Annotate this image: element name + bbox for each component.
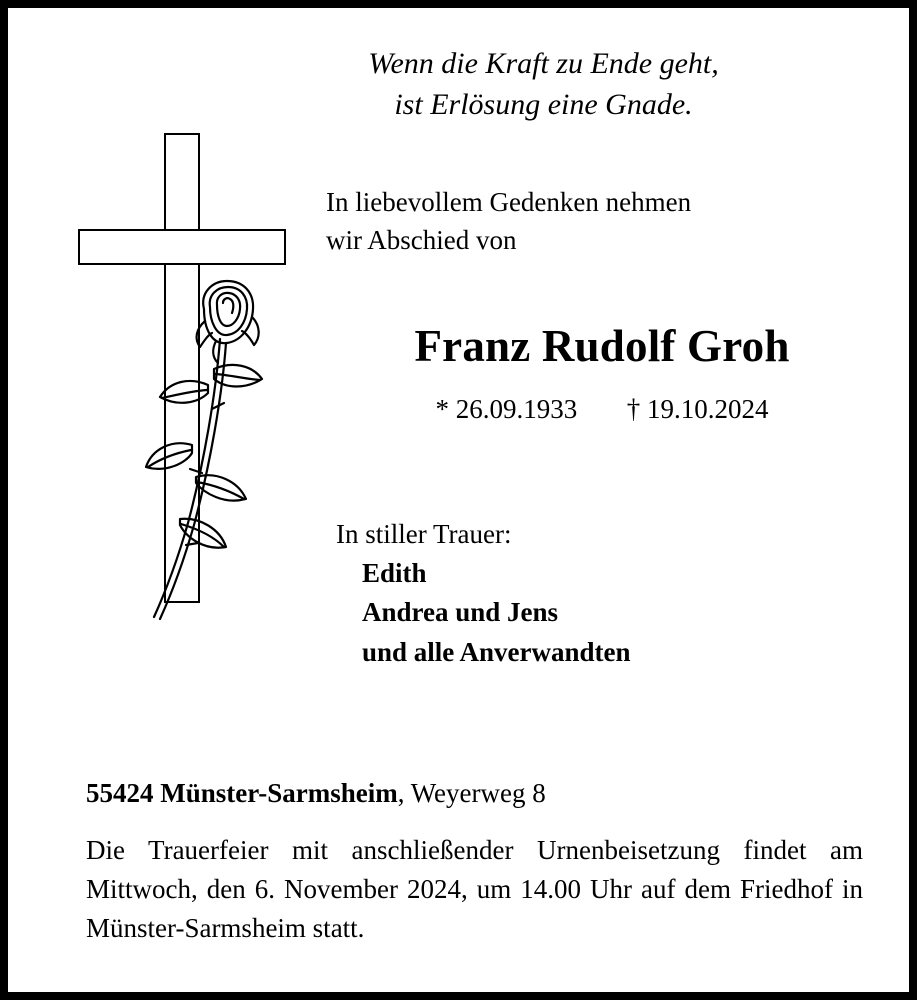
death-date: 19.10.2024 bbox=[647, 393, 769, 424]
mourner-name-1: Edith bbox=[362, 558, 427, 589]
rose-icon bbox=[96, 273, 296, 623]
mourner-name-2: Andrea und Jens bbox=[362, 597, 559, 628]
intro-text bbox=[326, 183, 878, 260]
motto-block bbox=[42, 44, 875, 126]
service-line-1: Die Trauerfeier mit anschließender Urnenbeisetzung findet bbox=[86, 835, 807, 865]
footer-block bbox=[86, 778, 863, 948]
intro-line-1: In liebevollem Gedenken nehmen bbox=[326, 187, 692, 217]
birth-date: 26.09.1933 bbox=[455, 393, 578, 424]
motto-line-1: Wenn die Kraft zu Ende geht, bbox=[368, 47, 719, 80]
cross-and-rose-artwork bbox=[78, 133, 308, 623]
mourners-block bbox=[336, 515, 878, 673]
service-line-2: am Mittwoch, den 6. November 2024, um 14.00 Uhr auf bbox=[86, 835, 864, 905]
mourner-name-3: und alle Anverwandten bbox=[362, 636, 631, 667]
service-line-3: dem Friedhof in Münster-Sarmsheim statt. bbox=[86, 874, 863, 944]
birth-symbol: * bbox=[435, 393, 449, 424]
address-zip-city: 55424 Münster-Sarmsheim bbox=[86, 778, 398, 808]
death-symbol: † bbox=[626, 393, 641, 424]
mourners-lead: In stiller Trauer: bbox=[336, 518, 512, 549]
motto-line-2: ist Erlösung eine Gnade. bbox=[394, 87, 693, 121]
intro-line-2: wir Abschied von bbox=[326, 225, 517, 256]
deceased-name: Franz Rudolf Groh bbox=[414, 320, 790, 371]
cross-crossbar-icon bbox=[78, 229, 286, 265]
address-line bbox=[86, 778, 863, 809]
service-details bbox=[86, 831, 863, 948]
life-dates bbox=[326, 394, 878, 425]
obituary-inner bbox=[8, 8, 909, 992]
address-street: , Weyerweg 8 bbox=[397, 778, 546, 808]
text-column bbox=[326, 183, 878, 672]
